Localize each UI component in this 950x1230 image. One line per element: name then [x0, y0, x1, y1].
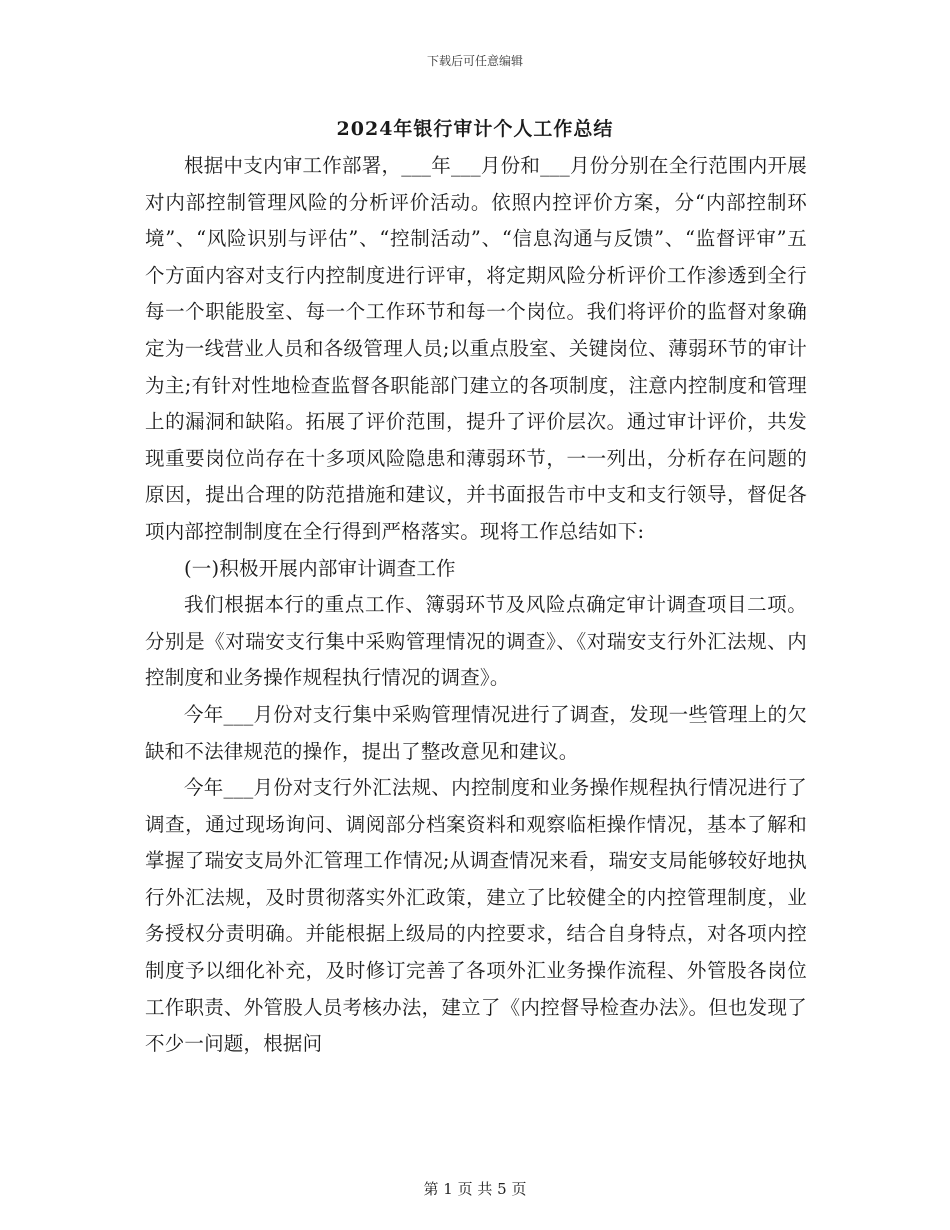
document-body [145, 148, 807, 1063]
header-note: 下载后可任意编辑 [426, 54, 523, 68]
document-title: 2024年银行审计个人工作总结 [336, 118, 614, 140]
paragraph-procurement-survey: 今年___月份对支行集中采购管理情况进行了调查，发现一些管理上的欠缺和不法律规范的操作，提出了整改意见和建议。 [145, 702, 807, 763]
paragraph-audit-projects: 我们根据本行的重点工作、簿弱环节及风险点确定审计调查项目二项。分别是《对瑞安支行集中采购管理情况的调查》、《对瑞安支行外汇法规、内控制度和业务操作规程执行情况的调查》。 [145, 593, 807, 690]
paragraph-forex-survey: 今年___月份对支行外汇法规、内控制度和业务操作规程执行情况进行了调查，通过现场询问、调阅部分档案资料和观察临柜操作情况，基本了解和掌握了瑞安支局外汇管理工作情况;从调查情况来看，瑞安支局能够较好地执行外汇法规，及时贯彻落实外汇政策，建立了比较健全的内控管理制度，业务授权分责明确。并能根据上级局的内控要求，结合自身特点，对各项内控制度予以细化补充，及时修订完善了各项外汇业务操作流程、外管股各岗位工作职责、外管股人员考核办法，建立了《内控督导检查办法》。但也发现了不少一问题，根据问 [145, 776, 807, 1056]
paragraph-intro: 根据中支内审工作部署，___年___月份和___月份分别在全行范围内开展对内部控制管理风险的分析评价活动。依照内控评价方案，分“内部控制环境”、“风险识别与评估”、“控制活动”、“信息沟通与反馈”、“监督评审”五个方面内容对支行内控制度进行评审，将定期风险分析评价工作渗透到全行每一个职能股室、每一个工作环节和每一个岗位。我们将评价的监督对象确定为一线营业人员和各级管理人员;以重点股室、关键岗位、薄弱环节的审计为主;有针对性地检查监督各职能部门建立的各项制度，注意内控制度和管理上的漏洞和缺陷。拓展了评价范围，提升了评价层次。通过审计评价，共发现重要岗位尚存在十多项风险隐患和薄弱环节，一一列出，分析存在问题的原因，提出合理的防范措施和建议，并书面报告市中支和支行领导，督促各项内部控制制度在全行得到严格落实。现将工作总结如下: [145, 154, 807, 543]
section-heading: (一)积极开展内部审计调查工作 [184, 556, 456, 580]
page-number: 第 1 页 共 5 页 [423, 1180, 527, 1198]
